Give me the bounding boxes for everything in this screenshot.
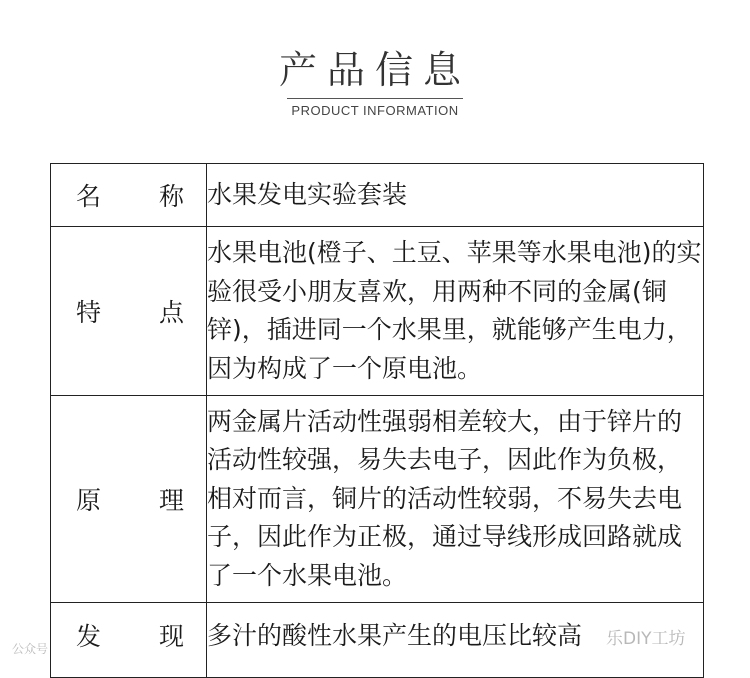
label-char: 理 — [158, 486, 184, 515]
product-info-table — [50, 163, 704, 678]
row-value: 两金属片活动性强弱相差较大，由于锌片的活动性较强，易失去电子，因此作为负极，相对而言，铜片的活动性较弱，不易失去电子，因此作为正极，通过导线形成回路就成了一个水果电池。 — [207, 396, 704, 603]
row-value: 水果发电实验套装 — [207, 164, 704, 227]
page-subtitle: PRODUCT INFORMATION — [291, 103, 459, 118]
row-label — [51, 396, 207, 603]
row-value: 水果电池(橙子、土豆、苹果等水果电池)的实验很受小朋友喜欢，用两种不同的金属(铜锌)，插进同一个水果里，就能够产生电力，因为构成了一个原电池。 — [207, 227, 704, 396]
table-row-principle — [51, 396, 704, 603]
row-value: 多汁的酸性水果产生的电压比较高 — [207, 603, 704, 678]
title-divider — [287, 98, 463, 99]
row-label — [51, 603, 207, 678]
label-char: 名 — [76, 182, 102, 211]
table-row-features — [51, 227, 704, 396]
label-char: 现 — [158, 622, 184, 651]
table-row-name — [51, 164, 704, 227]
row-label — [51, 164, 207, 227]
label-char: 称 — [158, 182, 184, 211]
section-header — [0, 48, 750, 118]
label-char: 发 — [76, 622, 102, 651]
label-char: 点 — [158, 298, 184, 327]
label-char: 原 — [76, 486, 102, 515]
label-char: 特 — [76, 298, 102, 327]
page-title: 产品信息 — [278, 48, 471, 92]
watermark-left: 公众号 — [12, 642, 49, 656]
row-label — [51, 227, 207, 396]
watermark-right: 乐DIY工坊 — [606, 629, 686, 649]
